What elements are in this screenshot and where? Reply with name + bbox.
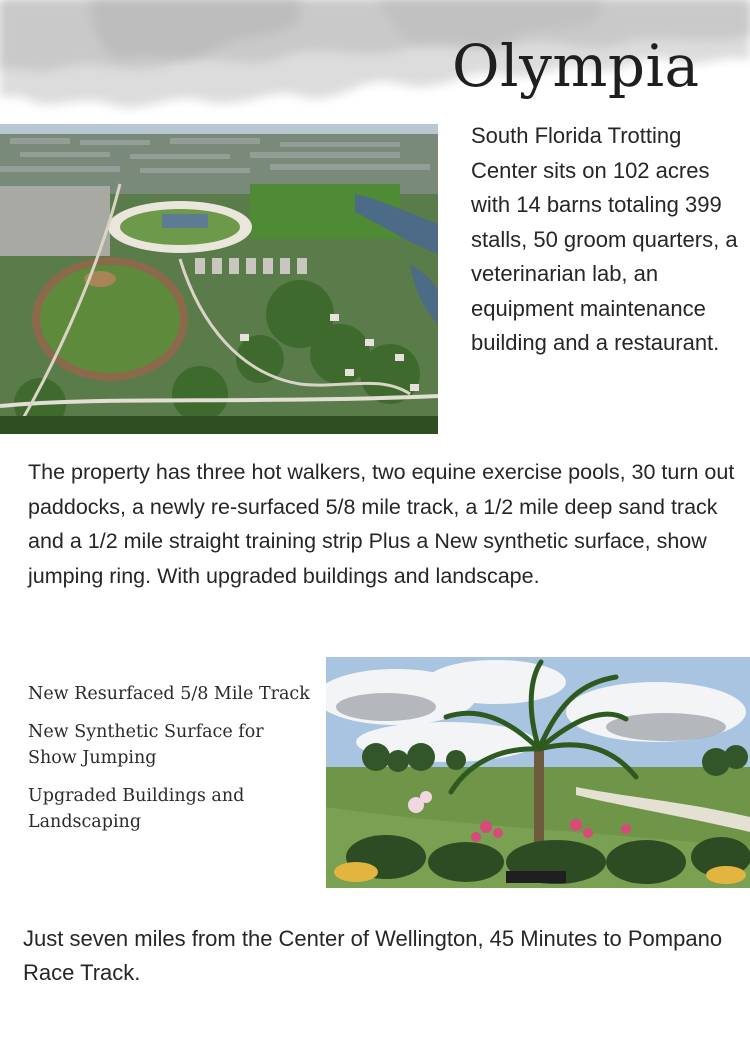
property-description: The property has three hot walkers, two equine exercise pools, 30 turn out paddocks, a newly re-surfaced 5/8 mile track, a 1/2 mile deep sand track and a 1/2 mile straight training strip Plus a New synthetic surface, show jumping ring. With upgraded buildings and landscape. [28,460,735,588]
landscape-photo [326,657,750,888]
page-title: Olympia [452,32,700,100]
location-note: Just seven miles from the Center of Wellington, 45 Minutes to Pompano Race Track. [23,926,723,985]
intro-paragraph: South Florida Trotting Center sits on 102 acres with 14 barns totaling 399 stalls, 50 groom quarters, a veterinarian lab, an equipment maintenance building and a restaurant. [471,123,738,355]
aerial-photo [0,124,438,434]
feature-item-synthetic-surface: New Synthetic Surface for Show Jumping [28,722,264,768]
features-list [28,681,310,847]
feature-item-track: New Resurfaced 5/8 Mile Track [28,684,310,704]
feature-item-buildings: Upgraded Buildings and Landscaping [28,786,245,832]
